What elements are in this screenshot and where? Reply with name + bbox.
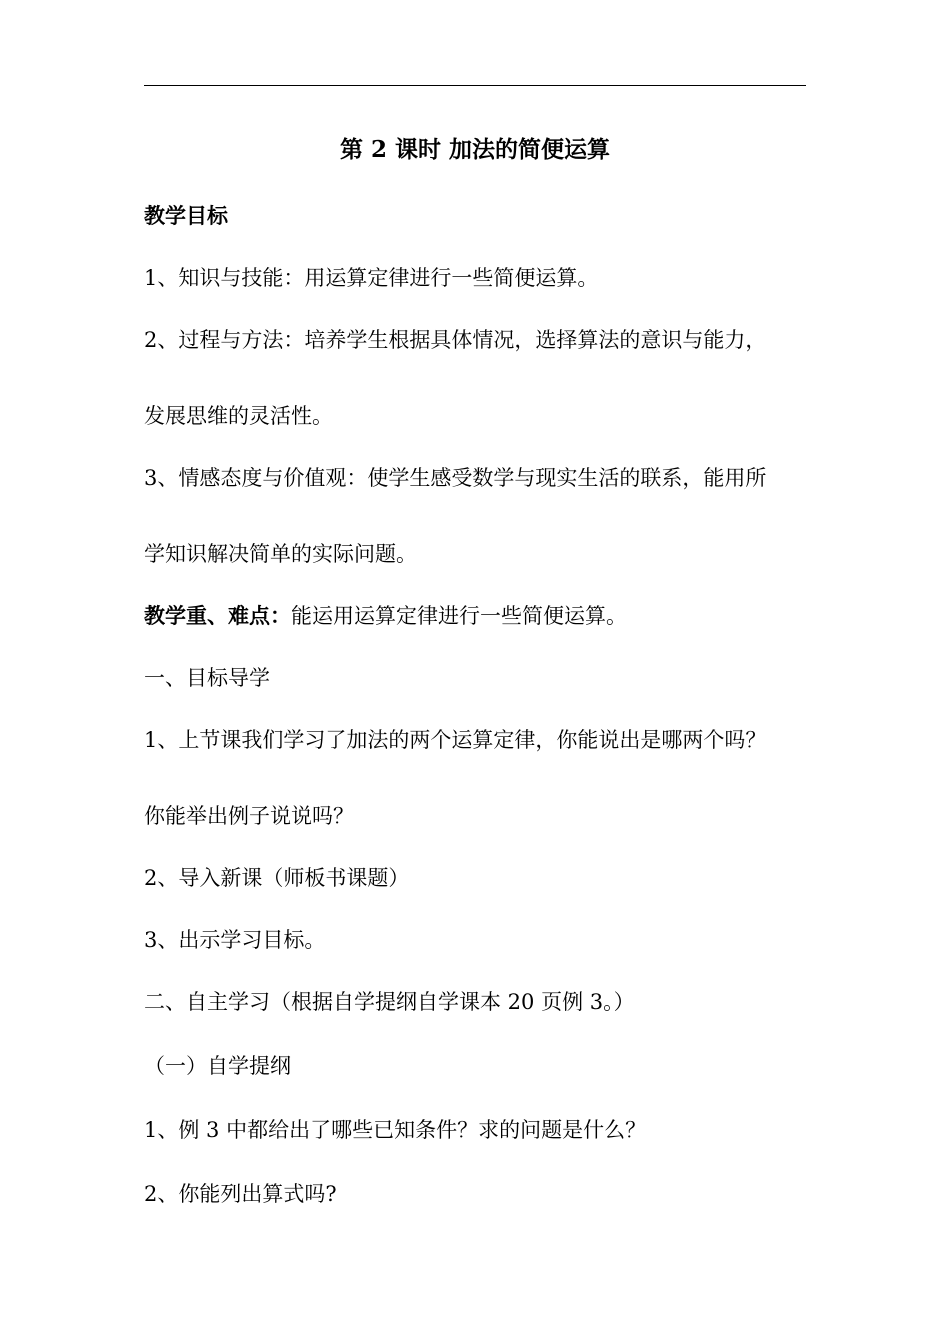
objective-2-line-1: 2、过程与方法：培养学生根据具体情况，选择算法的意识与能力， bbox=[144, 328, 767, 352]
step-1-line-2: 你能举出例子说说吗？ bbox=[144, 804, 354, 828]
key-points-label: 教学重、难点： bbox=[144, 603, 291, 628]
key-points bbox=[144, 602, 627, 630]
step-2: 2、导入新课（师板书课题） bbox=[144, 866, 410, 890]
objective-3-line-2: 学知识解决简单的实际问题。 bbox=[144, 542, 417, 566]
outline-heading: （一）自学提纲 bbox=[144, 1054, 291, 1078]
objectives-heading: 教学目标 bbox=[144, 203, 228, 228]
step-1-line-1: 1、上节课我们学习了加法的两个运算定律，你能说出是哪两个吗？ bbox=[144, 728, 767, 752]
objective-2-line-2: 发展思维的灵活性。 bbox=[144, 404, 333, 428]
section-2-heading: 二、自主学习（根据自学提纲自学课本 20 页例 3。） bbox=[144, 990, 635, 1014]
objective-1: 1、知识与技能：用运算定律进行一些简便运算。 bbox=[144, 266, 599, 290]
objective-3-line-1: 3、情感态度与价值观：使学生感受数学与现实生活的联系，能用所 bbox=[144, 466, 767, 490]
key-points-text: 能运用运算定律进行一些简便运算。 bbox=[291, 604, 627, 628]
page-title: 第 2 课时 加法的简便运算 bbox=[339, 136, 611, 163]
question-2: 2、你能列出算式吗? bbox=[144, 1182, 337, 1206]
section-1-heading: 一、目标导学 bbox=[144, 666, 270, 690]
question-1: 1、例 3 中都给出了哪些已知条件？求的问题是什么？ bbox=[144, 1118, 647, 1142]
header-rule bbox=[144, 85, 806, 86]
step-3: 3、出示学习目标。 bbox=[144, 928, 326, 952]
